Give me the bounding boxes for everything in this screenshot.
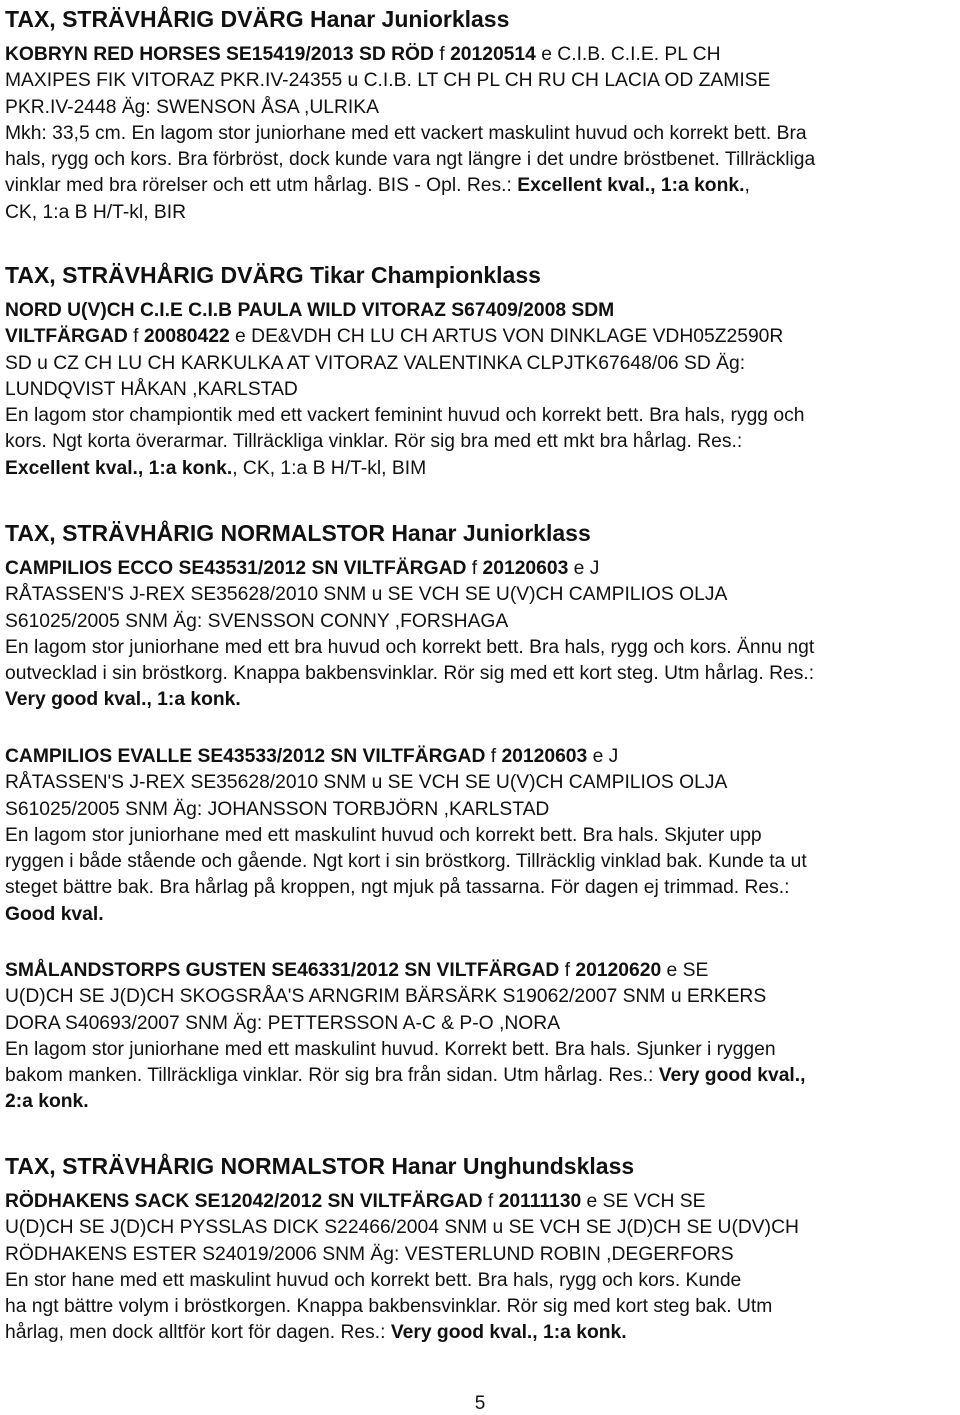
text: hårlag, men dock alltför kort för dagen. Res.: xyxy=(5,1322,391,1344)
text: f xyxy=(559,960,576,981)
class-heading: TAX, STRÄVHÅRIG DVÄRG Hanar Juniorklass xyxy=(5,6,510,32)
text: RÖDHAKENS ESTER S24019/2006 SNM Äg: VESTERLUND ROBIN ,DEGERFORS xyxy=(5,1243,734,1265)
entry-line xyxy=(5,324,804,350)
text: e J xyxy=(587,746,619,767)
text: MAXIPES FIK VITORAZ PKR.IV-24355 u C.I.B. LT CH PL CH RU CH LACIA OD ZAMISE xyxy=(5,70,771,92)
entry-line xyxy=(5,1089,806,1115)
text: f xyxy=(466,558,483,579)
bold-text: 20120514 xyxy=(450,44,536,65)
bold-text: RÖDHAKENS SACK SE12042/2012 SN VILTFÄRGAD xyxy=(5,1191,483,1212)
entry-line xyxy=(5,403,804,429)
text: steget bättre bak. Bra hårlag på kroppen, ngt mjuk på tassarna. För dagen ej trimmad. Res.: xyxy=(5,877,790,899)
entry-line xyxy=(5,635,814,661)
text: PKR.IV-2448 Äg: SWENSON ÅSA ,ULRIKA xyxy=(5,96,379,118)
entry-line xyxy=(5,1037,806,1063)
entry-line xyxy=(5,609,814,635)
entry-line xyxy=(5,661,814,687)
text: CK, 1:a B H/T-kl, BIR xyxy=(5,201,187,223)
entry-line xyxy=(5,1320,799,1346)
text: ryggen i både stående och gående. Ngt kort i sin bröstkorg. Tillräcklig vinklad bak. Kunde ta ut xyxy=(5,851,807,873)
entry-line xyxy=(5,875,807,901)
class-heading: TAX, STRÄVHÅRIG NORMALSTOR Hanar Juniorklass xyxy=(5,520,591,546)
entry-line xyxy=(5,582,814,608)
text: e J xyxy=(568,558,600,579)
entry-line xyxy=(5,744,807,770)
text: RÅTASSEN'S J-REX SE35628/2010 SNM u SE VCH SE U(V)CH CAMPILIOS OLJA xyxy=(5,584,728,606)
entry-line xyxy=(5,1294,799,1320)
text: , xyxy=(744,175,750,197)
text: S61025/2005 SNM Äg: JOHANSSON TORBJÖRN ,KARLSTAD xyxy=(5,798,550,820)
bold-text: KOBRYN RED HORSES SE15419/2013 SD RÖD xyxy=(5,44,434,65)
bold-text: 20080422 xyxy=(143,326,230,348)
dog-entry xyxy=(5,958,806,1116)
text: LUNDQVIST HÅKAN ,KARLSTAD xyxy=(5,378,298,400)
entry-line xyxy=(5,1242,799,1268)
text: U(D)CH SE J(D)CH PYSSLAS DICK S22466/2004 SNM u SE VCH SE J(D)CH SE U(DV)CH xyxy=(5,1217,799,1239)
page-number: 5 xyxy=(474,1393,486,1414)
text: En lagom stor championtik med ett vackert feminint huvud och korrekt bett. Bra hals, rygg och xyxy=(5,405,805,427)
text: f xyxy=(482,1191,499,1212)
text: e SE xyxy=(661,960,709,981)
entry-line xyxy=(5,121,815,147)
entry-line xyxy=(5,1189,799,1215)
text: f xyxy=(127,326,144,348)
entry-line xyxy=(5,556,814,582)
text: En lagom stor juniorhane med ett bra huvud och korrekt bett. Bra hals, rygg och kors. Ännu ngt xyxy=(5,636,815,658)
bold-text: 20111130 xyxy=(498,1191,582,1212)
bold-text: VILTFÄRGAD xyxy=(5,326,128,348)
dog-entry xyxy=(5,42,815,226)
text: , CK, 1:a B H/T-kl, BIM xyxy=(232,457,427,479)
entry-line xyxy=(5,849,807,875)
text: outvecklad i sin bröstkorg. Knappa bakbensvinklar. Rör sig med ett kort steg. Utm hårlag. Res.: xyxy=(5,663,815,685)
entry-line xyxy=(5,1268,799,1294)
bold-text: 2:a konk. xyxy=(5,1091,89,1113)
entry-line xyxy=(5,429,804,455)
entry-line xyxy=(5,95,815,121)
text: hals, rygg och kors. Bra förbröst, dock kunde vara ngt längre i det undre bröstbenet. Tillräckliga xyxy=(5,149,816,171)
text: U(D)CH SE J(D)CH SKOGSRÅA'S ARNGRIM BÄRSÄRK S19062/2007 SNM u ERKERS xyxy=(5,986,767,1008)
entry-line xyxy=(5,147,815,173)
bold-text: CAMPILIOS EVALLE SE43533/2012 SN VILTFÄRGAD xyxy=(5,746,486,767)
bold-text: CAMPILIOS ECCO SE43531/2012 SN VILTFÄRGAD xyxy=(5,558,467,579)
text: vinklar med bra rörelser och ett utm hårlag. BIS - Opl. Res.: xyxy=(5,175,518,197)
entry-line xyxy=(5,200,815,226)
entry-line xyxy=(5,823,807,849)
entry-line xyxy=(5,770,807,796)
entry-line xyxy=(5,456,804,482)
dog-entry xyxy=(5,556,814,714)
bold-text: Very good kval., 1:a konk. xyxy=(5,689,241,711)
text: e DE&VDH CH LU CH ARTUS VON DINKLAGE VDH05Z2590R xyxy=(229,326,784,348)
entry-line xyxy=(5,173,815,199)
bold-text: NORD U(V)CH C.I.E C.I.B PAULA WILD VITORAZ S67409/2008 SDM xyxy=(5,300,615,321)
text: e SE VCH SE xyxy=(581,1191,706,1212)
dog-entry xyxy=(5,298,804,482)
text: En stor hane med ett maskulint huvud och korrekt bett. Bra hals, rygg och kors. Kunde xyxy=(5,1269,742,1291)
bold-text: 20120603 xyxy=(482,558,569,579)
dog-entry xyxy=(5,744,807,928)
text: RÅTASSEN'S J-REX SE35628/2010 SNM u SE VCH SE U(V)CH CAMPILIOS OLJA xyxy=(5,772,728,794)
text: DORA S40693/2007 SNM Äg: PETTERSSON A-C & P-O ,NORA xyxy=(5,1012,561,1034)
class-heading: TAX, STRÄVHÅRIG DVÄRG Tikar Championklass xyxy=(5,262,541,288)
entry-line xyxy=(5,902,807,928)
text: En lagom stor juniorhane med ett maskulint huvud. Korrekt bett. Bra hals. Sjunker i ryggen xyxy=(5,1038,776,1060)
text: f xyxy=(485,746,502,767)
entry-line xyxy=(5,1011,806,1037)
text: Mkh: 33,5 cm. En lagom stor juniorhane med ett vackert maskulint huvud och korrekt bett. Bra xyxy=(5,122,807,144)
entry-line xyxy=(5,351,804,377)
text: S61025/2005 SNM Äg: SVENSSON CONNY ,FORSHAGA xyxy=(5,610,509,632)
bold-text: 20120620 xyxy=(575,960,662,981)
text: f xyxy=(433,44,451,65)
dog-entry xyxy=(5,1189,799,1347)
entry-line xyxy=(5,42,815,68)
entry-line xyxy=(5,984,806,1010)
entry-line xyxy=(5,958,806,984)
text: e C.I.B. C.I.E. PL CH xyxy=(535,44,721,65)
entry-line xyxy=(5,687,814,713)
text: bakom manken. Tillräckliga vinklar. Rör sig bra från sidan. Utm hårlag. Res.: xyxy=(5,1065,659,1087)
bold-text: Very good kval., 1:a konk. xyxy=(390,1322,627,1344)
entry-line xyxy=(5,377,804,403)
entry-line xyxy=(5,1215,799,1241)
entry-line xyxy=(5,1063,806,1089)
entry-line xyxy=(5,68,815,94)
bold-text: Very good kval., xyxy=(658,1065,806,1087)
text: kors. Ngt korta överarmar. Tillräckliga vinklar. Rör sig bra med ett mkt bra hårlag. Res.: xyxy=(5,431,743,453)
bold-text: SMÅLANDSTORPS GUSTEN SE46331/2012 SN VILTFÄRGAD xyxy=(5,960,560,981)
bold-text: Good kval. xyxy=(5,903,104,925)
bold-text: Excellent kval., 1:a konk. xyxy=(517,175,745,197)
class-heading: TAX, STRÄVHÅRIG NORMALSTOR Hanar Unghundsklass xyxy=(5,1153,635,1179)
bold-text: Excellent kval., 1:a konk. xyxy=(5,457,233,479)
entry-line xyxy=(5,797,807,823)
text: SD u CZ CH LU CH KARKULKA AT VITORAZ VALENTINKA CLPJTK67648/06 SD Äg: xyxy=(5,352,746,374)
text: En lagom stor juniorhane med ett maskulint huvud och korrekt bett. Bra hals. Skjuter upp xyxy=(5,824,762,846)
entry-line xyxy=(5,298,804,324)
bold-text: 20120603 xyxy=(501,746,588,767)
text: ha ngt bättre volym i bröstkorgen. Knappa bakbensvinklar. Rör sig med kort steg bak. Utm xyxy=(5,1296,773,1318)
